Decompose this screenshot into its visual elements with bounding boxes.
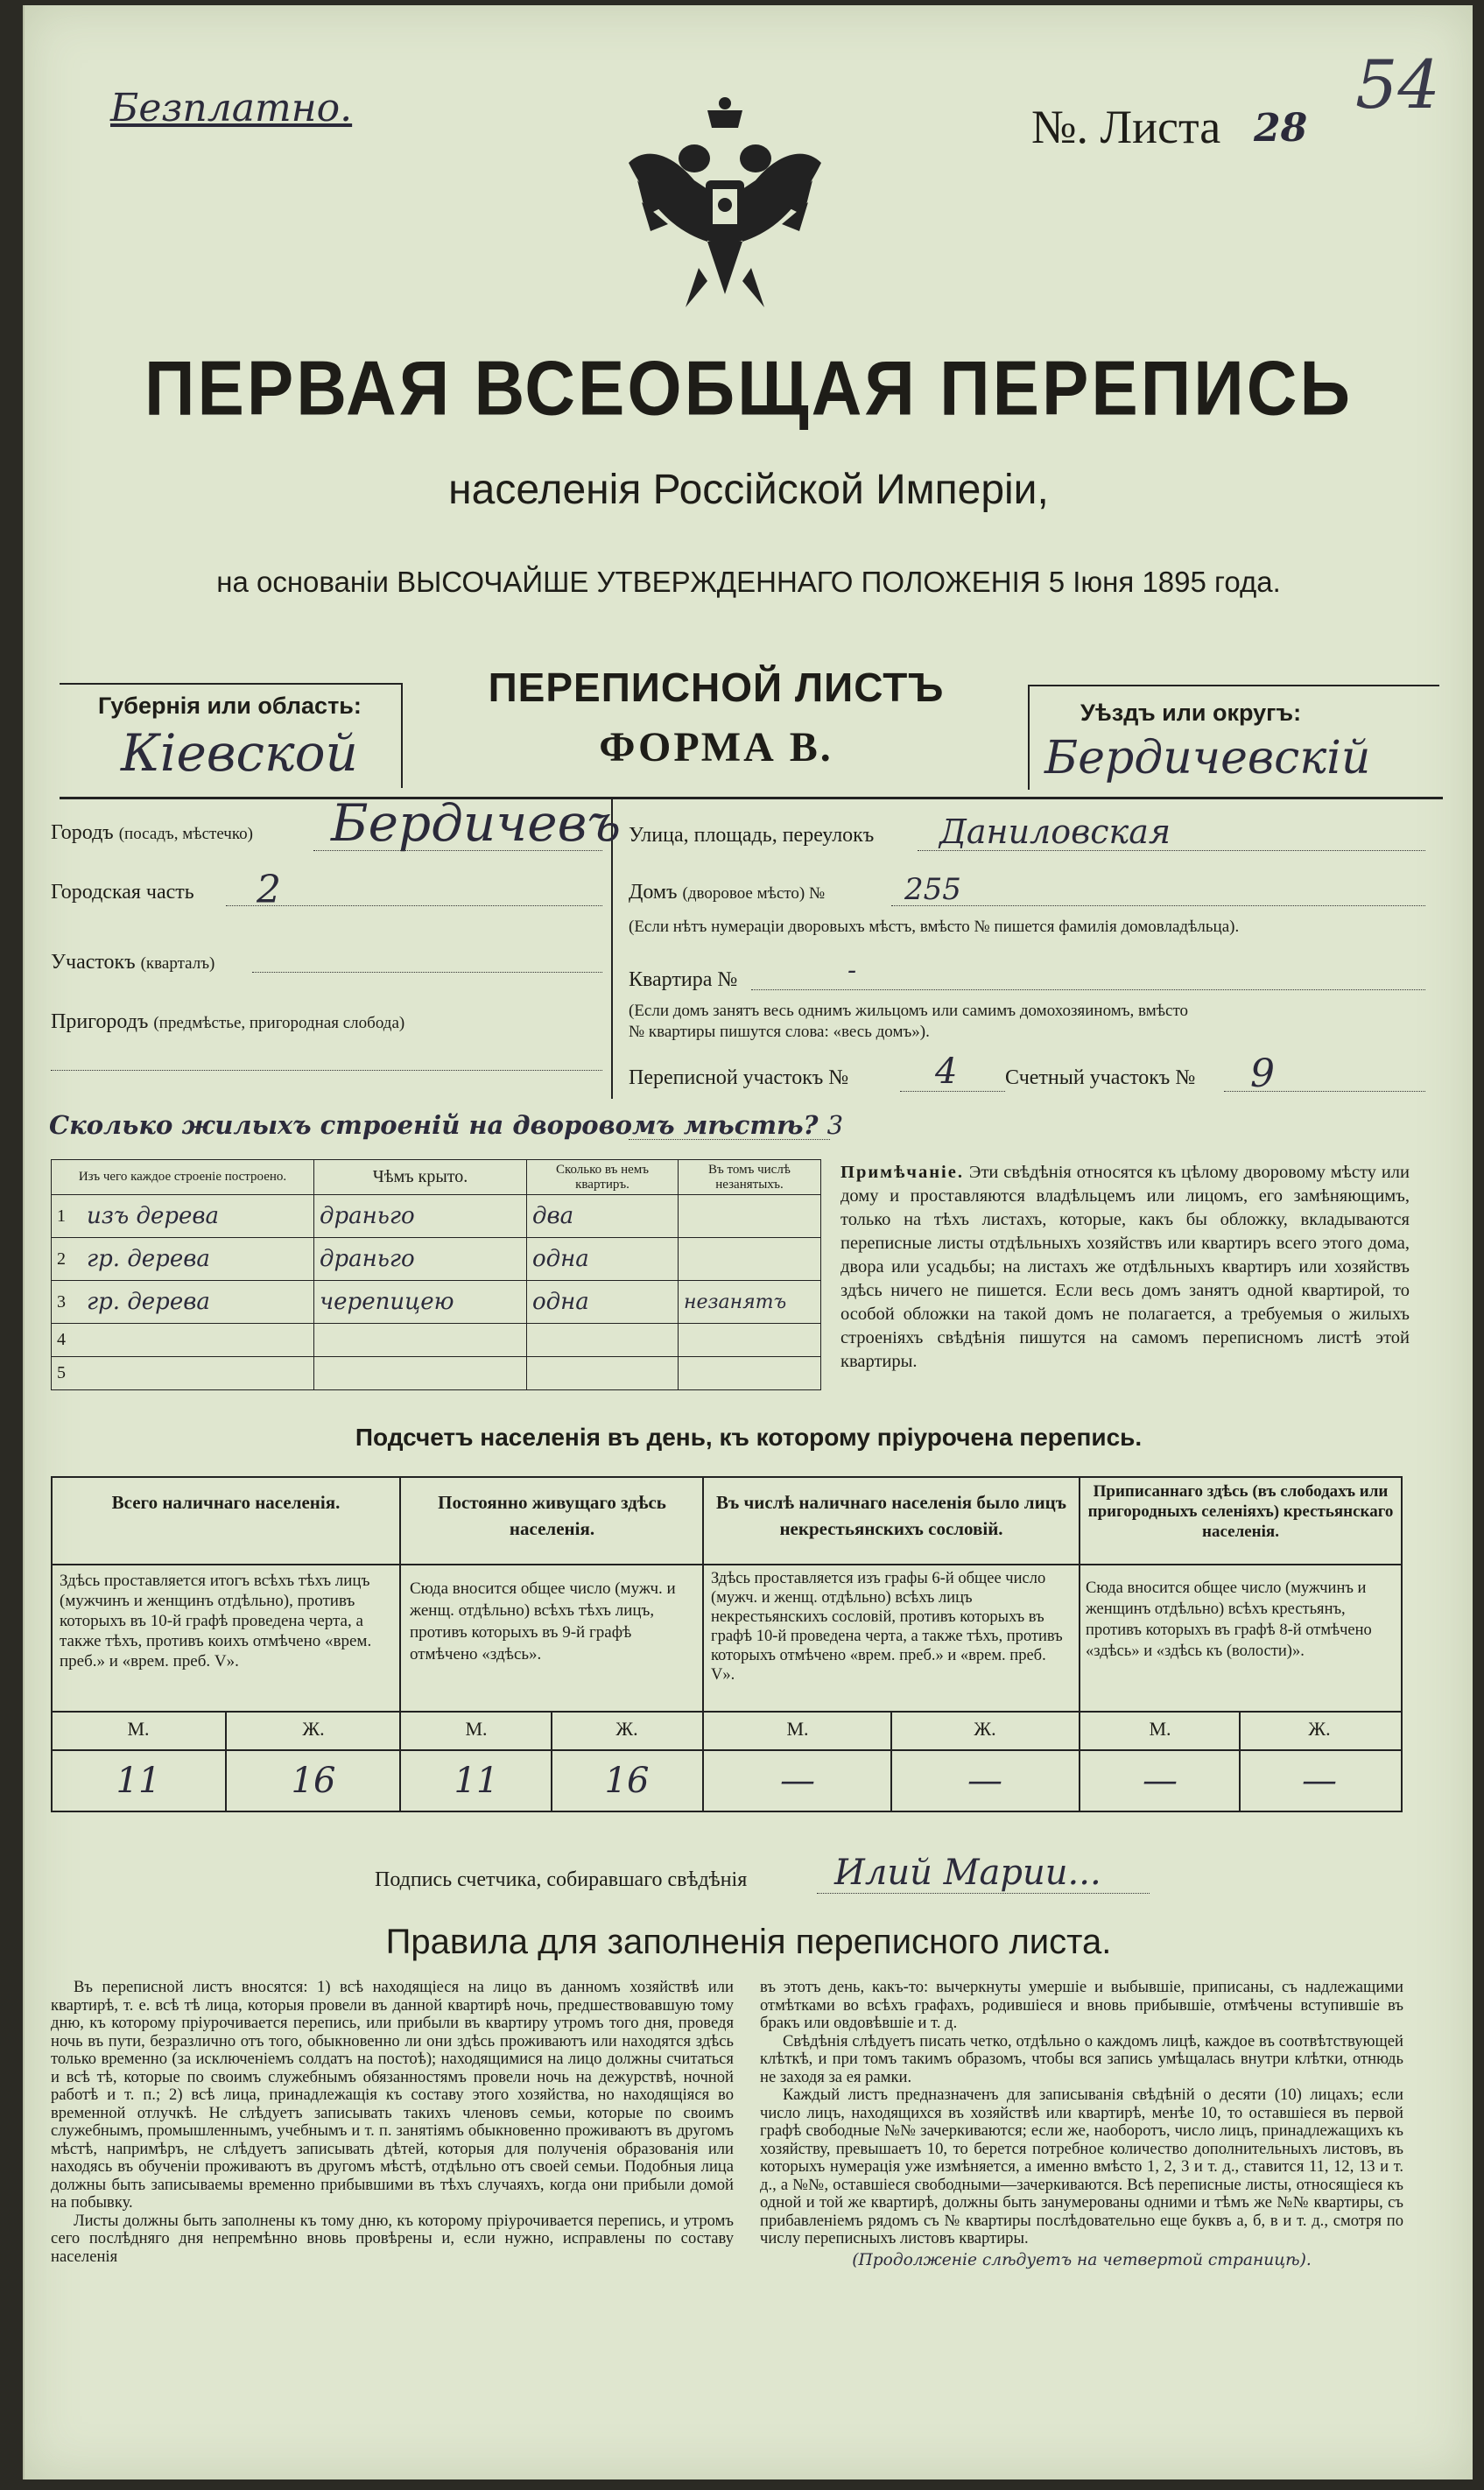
signature-label: Подпись счетчика, собиравшаго свѣдѣнія <box>375 1868 748 1891</box>
province-value: Кіевской <box>121 723 358 783</box>
note-text: Эти свѣдѣнія относятся къ цѣлому дворовому мѣсту или дому и проставляются владѣльцемъ или лицомъ, его замѣняющимъ, только на тѣхъ листахъ, которые, какъ бы обложку, вкладываются переписные листы отдѣльныхъ хозяйствъ или квартиръ всего этого дома, двора или усадьбы; на листахъ же отдѣльныхъ квартиръ или хозяйствъ здѣсь ничего не пишется. Если весь домъ занятъ одной квартирой, то особой обложки на такой домъ не полагается, а требуемыя о жилыхъ строеніяхъ свѣдѣнія пишутся на самомъ переписномъ листѣ этой квартиры. <box>840 1163 1410 1371</box>
district-label: Уѣздъ или округъ: <box>1080 700 1302 726</box>
count-col3-desc: Здѣсь проставляется изъ графы 6-й общее число (мужч. и женщ. отдѣльно) всѣхъ лицъ некрестьянскихъ сословій, противъ которыхъ въ графѣ 10-й проведена черта, а также тѣхъ, противъ которыхъ отмѣчено «врем. преб.» и «врем. преб. V». <box>711 1570 1063 1684</box>
suburb-hint: (предмѣстье, пригородная слобода) <box>153 1014 405 1032</box>
sheet-number-value: 28 <box>1254 106 1308 151</box>
double-headed-eagle-icon <box>611 93 839 320</box>
count-area-value: 9 <box>1250 1052 1275 1096</box>
province-label: Губернія или область: <box>98 693 362 719</box>
table-row: 1 изъ дерева драньго два <box>52 1195 821 1238</box>
note-block <box>840 1161 1410 1374</box>
count-col2-m: 11 <box>454 1761 499 1801</box>
count-col2-f-label: Ж. <box>615 1718 638 1740</box>
rules-left-para-2: Листы должны быть заполнены къ тому дню, къ которому пріурочивается перепись, и утромъ сего послѣдняго дня непремѣнно вновь провѣрены и, если нужно, исправлены по составу населенія <box>51 2211 734 2266</box>
flat-label: Квартира № <box>629 968 738 991</box>
count-col4-m-label: М. <box>1149 1718 1171 1740</box>
city-label: Городъ <box>51 821 114 844</box>
rules-right-para-2: Свѣдѣнія слѣдуетъ писать четко, отдѣльно о каждомъ лицѣ, каждое въ соотвѣтствующей клѣткѣ, и при томъ такимъ образомъ, чтобы вся запись умѣщалась внутри клѣтки, отнюдь не заходя за ея рамки. <box>760 2031 1403 2086</box>
form-letter: ФОРМА В. <box>599 724 833 770</box>
sheet-number-label: №. Листа <box>1031 101 1221 153</box>
count-col1-m: 11 <box>116 1761 161 1801</box>
count-area-label: Счетный участокъ № <box>1005 1066 1196 1089</box>
count-col2-f: 16 <box>604 1761 650 1801</box>
count-col4-head: Приписаннаго здѣсь (въ слободахъ или пригородныхъ селеніяхъ) крестьянскаго населенія. <box>1087 1482 1394 1541</box>
street-label: Улица, площадь, переулокъ <box>629 824 875 847</box>
table-row: 3 гр. дерева черепицею одна незанятъ <box>52 1281 821 1324</box>
city-part-value: 2 <box>257 868 281 912</box>
note-label: Примѣчаніе. <box>840 1163 964 1182</box>
census-sheet <box>23 5 1473 2479</box>
page-title: ПЕРВАЯ ВСЕОБЩАЯ ПЕРЕПИСЬ <box>144 345 1353 432</box>
census-area-value: 4 <box>935 1052 958 1092</box>
count-col3-m-label: М. <box>786 1718 809 1740</box>
count-col1-f: 16 <box>291 1761 336 1801</box>
suburb-label: Пригородъ <box>51 1010 149 1033</box>
table-row: 4 <box>52 1324 821 1357</box>
buildings-label: Сколько жилыхъ строеній на дворовомъ мѣстѣ? <box>49 1110 819 1140</box>
count-col3-m: — <box>780 1761 815 1801</box>
flat-note-2: № квартиры пишутся слова: «весь домъ»). <box>629 1023 930 1041</box>
house-hint: (дворовое мѣсто) № <box>682 884 826 903</box>
count-col3-f: — <box>967 1761 1002 1801</box>
form-title: ПЕРЕПИСНОЙ ЛИСТЪ <box>488 665 945 710</box>
legal-basis: на основаніи ВЫСОЧАЙШЕ УТВЕРЖДЕННАГО ПОЛОЖЕНІЯ 5 Іюня 1895 года. <box>216 566 1281 598</box>
count-col2-desc: Сюда вносится общее число (мужч. и женщ. отдѣльно) всѣхъ тѣхъ лицъ, противъ которыхъ въ 9-й графѣ отмѣчено «здѣсь». <box>410 1579 676 1664</box>
buildings-header-material: Изъ чего каждое строеніе построено. <box>52 1160 314 1195</box>
table-row: 5 <box>52 1357 821 1390</box>
street-value: Даниловская <box>939 812 1171 851</box>
rules-left-para-1: Въ переписной листъ вносятся: 1) всѣ находящіеся на лицо въ данномъ хозяйствѣ или квартирѣ, т. е. всѣ тѣ лица, которыя провели въ данной квартирѣ ночь, предшествовавшую тому дню, къ которому пріурочивается перепись, или прибыли въ квартиру утромъ того дня, проведя ночь въ пути, безразлично отъ того, обыкновенно ли они здѣсь проживаютъ или находятся здѣсь только временно (за исключеніемъ солдатъ на постоѣ); находящимися на лицо должны считаться и всѣ тѣ, которые по своимъ служебнымъ обязанностямъ провели ночь на дежурствѣ, ночной работѣ и т. п.; 2) всѣ лица, принадлежащія къ составу этого хозяйства, но находящіяся во временной отлучкѣ. Не слѣдуетъ записывать такихъ членовъ семьи, которые по своимъ служебнымъ, промышленнымъ, учебнымъ и т. п. занятіямъ обыкновенно проживаютъ въ другомъ мѣстѣ, напримѣръ, не слѣдуетъ записывать дѣтей, которыя для полученія образованія или находясь въ обученіи проживаютъ въ другомъ мѣстѣ, отдѣльно отъ своей семьи. Подобныя лица должны быть записываемы временно прибывшими въ тѣхъ случаяхъ, когда они прибыли домой на побывку. <box>51 1978 734 2212</box>
count-col1-m-label: М. <box>127 1718 150 1740</box>
area-label: Участокъ <box>51 951 136 974</box>
rules-right-column <box>760 1979 1403 2269</box>
house-label: Домъ <box>629 881 678 904</box>
count-col3-head: Въ числѣ наличнаго населенія было лицъ некрестьянскихъ сословій. <box>715 1492 1067 1539</box>
house-value: 255 <box>904 872 961 907</box>
archive-number: 54 <box>1355 46 1440 123</box>
buildings-header-flats: Сколько въ немъ квартиръ. <box>527 1160 679 1195</box>
rules-right-para-3: Каждый листъ предназначенъ для записыванія свѣдѣній о десяти (10) лицахъ; если число лицъ, находящихся въ хозяйствѣ или квартирѣ, менѣе 10, то оставшіеся въ первой графѣ свободные №№ зачеркиваются; если же, наоборотъ, число лицъ, принадлежащихъ къ хозяйству, превышаетъ 10, то берется потребное количество дополнительныхъ листовъ, въ которыхъ нумерація уже измѣняется, а именно вмѣсто 1, 2, 3 и т. д., ставится 11, 12, 13 и т. д., а №№, оставшіеся свободными—зачеркиваются. Всѣ переписные листы, относящіеся къ одной и той же квартирѣ, должны быть занумерованы одними и тѣмъ же №№ квартиры, съ прибавленіемъ рядомъ съ № квартиры послѣдовательно еще буквъ а, б, в и т. д., смотря по числу переписныхъ листовъ квартиры. <box>760 2086 1403 2247</box>
buildings-header-empty: Въ томъ числѣ незанятыхъ. <box>679 1160 821 1195</box>
rules-left-column <box>51 1979 734 2266</box>
city-part-label: Городская часть <box>51 881 194 904</box>
flat-note-1: (Если домъ занятъ весь однимъ жильцомъ или самимъ домохозяиномъ, вмѣсто <box>629 1002 1189 1020</box>
census-area-label: Переписной участокъ № <box>629 1066 849 1089</box>
city-hint: (посадъ, мѣстечко) <box>118 825 253 843</box>
count-col4-m: — <box>1143 1761 1178 1801</box>
rules-continuation: (Продолженіе слѣдуетъ на четвертой страницѣ). <box>852 2250 1312 2269</box>
count-col4-desc: Сюда вносится общее число (мужчинъ и женщинъ отдѣльно) всѣхъ крестьянъ, противъ которыхъ въ графѣ 8-й отмѣчено «здѣсь» и «здѣсь къ (волости)». <box>1086 1579 1372 1660</box>
buildings-header-roof: Чѣмъ крыто. <box>314 1160 527 1195</box>
buildings-table <box>51 1159 821 1390</box>
count-col4-f-label: Ж. <box>1308 1718 1331 1740</box>
table-row: 2 гр. дерева драньго одна <box>52 1238 821 1281</box>
free-label: Безплатно. <box>110 86 353 130</box>
district-value: Бердичевскій <box>1044 732 1371 784</box>
count-col4-f: — <box>1302 1761 1337 1801</box>
flat-value: - <box>847 955 857 986</box>
count-col1-f-label: Ж. <box>302 1718 325 1740</box>
count-col3-f-label: Ж. <box>974 1718 996 1740</box>
page-subtitle: населенія Россійской Имперіи, <box>448 467 1049 513</box>
rules-right-para-1: въ этотъ день, какъ-то: вычеркнуты умершіе и выбывшіе, приписаны, съ надлежащими отмѣтками во всѣхъ графахъ, родившіеся и вновь прибывшіе, отмѣчены вступившіе въ бракъ или овдовѣвшіе и т. д. <box>760 1978 1403 2032</box>
count-title: Подсчетъ населенія въ день, къ которому пріурочена перепись. <box>355 1424 1143 1451</box>
count-col1-desc: Здѣсь проставляется итогъ всѣхъ тѣхъ лицъ (мужчинъ и женщинъ отдѣльно), противъ которыхъ въ 10-й графѣ проведена черта, а также тѣхъ, противъ коихъ отмѣчено «врем. преб.» и «врем. преб. V». <box>60 1572 372 1671</box>
area-hint: (кварталъ) <box>140 954 215 973</box>
count-col2-head: Постоянно живущаго здѣсь населенія. <box>438 1492 666 1539</box>
rules-title: Правила для заполненія переписного листа. <box>385 1923 1112 1961</box>
count-col2-m-label: М. <box>465 1718 488 1740</box>
house-note: (Если нѣтъ нумераціи дворовыхъ мѣстъ, вмѣсто № пишется фамилія домовладѣльца). <box>629 918 1240 936</box>
signature-value: Илий Марии... <box>834 1853 1101 1893</box>
buildings-value: 3 <box>826 1110 844 1140</box>
count-col1-head: Всего наличнаго населенія. <box>111 1492 341 1513</box>
city-value: Бердичевъ <box>331 793 622 853</box>
